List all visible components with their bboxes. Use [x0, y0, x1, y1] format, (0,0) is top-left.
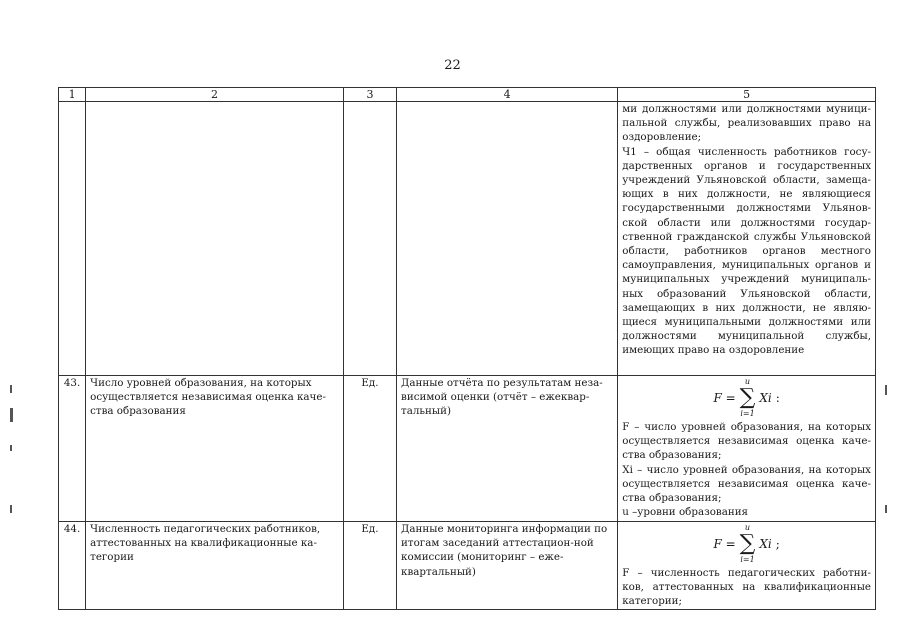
sigma-lower-limit: i=1 — [740, 409, 755, 418]
formula-tail: : — [775, 390, 780, 405]
scan-mark — [885, 505, 887, 513]
sum-formula — [622, 522, 871, 566]
cont-cell-4 — [397, 102, 618, 376]
calculation-method — [618, 522, 876, 610]
sum-formula — [622, 376, 871, 420]
continuation-paragraph: Ч1 – общая численность работников госу-дарственных органов и государственных учреждений Ульяновской области, замеща-ющих в них должности, не являющиеся государственными должностями Ульянов-ской области или должностями государ-ственной гражданской службы Ульяновской области, работников органов местного самоуправления, муниципальных органов и муниципальных учреждений муниципаль-ных образований Ульяновской области, замещающих в них должности, не являю-щиеся муниципальными должностями или должностями муниципальной службы, имеющих право на оздоровление — [622, 145, 871, 357]
explanation-line: F – число уровней образования, на которых осуществляется независимая оценка каче-ства образования; — [622, 421, 871, 462]
scan-mark — [10, 408, 13, 422]
indicators-table — [58, 87, 876, 610]
sigma-icon: ∑ — [739, 531, 756, 556]
table-row-43 — [59, 376, 876, 522]
cont-cell-3 — [343, 102, 396, 376]
formula-term: Xi — [759, 536, 772, 551]
formula-lhs: F = — [713, 390, 736, 405]
header-col-4: 4 — [397, 88, 618, 102]
formula-tail: ; — [775, 536, 780, 551]
calculation-method — [618, 376, 876, 522]
formula-lhs: F = — [713, 536, 736, 551]
scan-mark — [10, 505, 12, 513]
indicator-name: Численность педагогических работников, аттестованных на квалификационные ка-тегории — [86, 522, 344, 610]
row-number: 44. — [59, 522, 86, 610]
scan-mark — [10, 385, 12, 393]
header-col-1: 1 — [59, 88, 86, 102]
unit-of-measure: Ед. — [343, 376, 396, 522]
explanation-line: F – численность педагогических работни-ков, аттестованных на квалификационные категории; — [622, 567, 871, 608]
header-col-2: 2 — [86, 88, 344, 102]
sigma-upper-limit: u — [744, 523, 751, 532]
header-row — [59, 88, 876, 102]
explanation-line: Xi – число уровней образования, на которых осуществляется независимая оценка каче-ства образования; — [622, 463, 871, 505]
header-col-3: 3 — [343, 88, 396, 102]
continuation-row — [59, 102, 876, 376]
explanation-line: u –уровни образования — [622, 506, 749, 519]
row-number: 43. — [59, 376, 86, 522]
scan-mark — [10, 445, 12, 451]
cont-cell-5 — [618, 102, 876, 376]
data-source: Данные мониторинга информации по итогам заседаний аттестацион-ной комиссии (мониторинг – еже-квартальный) — [397, 522, 618, 610]
sigma-symbol — [740, 523, 756, 565]
page-number: 22 — [444, 58, 461, 73]
sigma-symbol — [740, 377, 756, 419]
table-row-44 — [59, 522, 876, 610]
indicator-name: Число уровней образования, на которых осуществляется независимая оценка каче-ства образования — [86, 376, 344, 522]
formula-term: Xi — [759, 390, 772, 405]
header-col-5: 5 — [618, 88, 876, 102]
sigma-upper-limit: u — [744, 377, 751, 386]
data-source: Данные отчёта по результатам неза-висимой оценки (отчёт – ежеквар-тальный) — [397, 376, 618, 522]
sigma-lower-limit: i=1 — [740, 555, 755, 564]
continuation-paragraph: ми должностями или должностями муници-пальной службы, реализовавших право на оздоровление; — [622, 103, 871, 144]
sigma-icon: ∑ — [739, 385, 756, 410]
scan-mark — [885, 385, 887, 395]
cont-cell-2 — [86, 102, 344, 376]
unit-of-measure: Ед. — [343, 522, 396, 610]
cont-cell-1 — [59, 102, 86, 376]
